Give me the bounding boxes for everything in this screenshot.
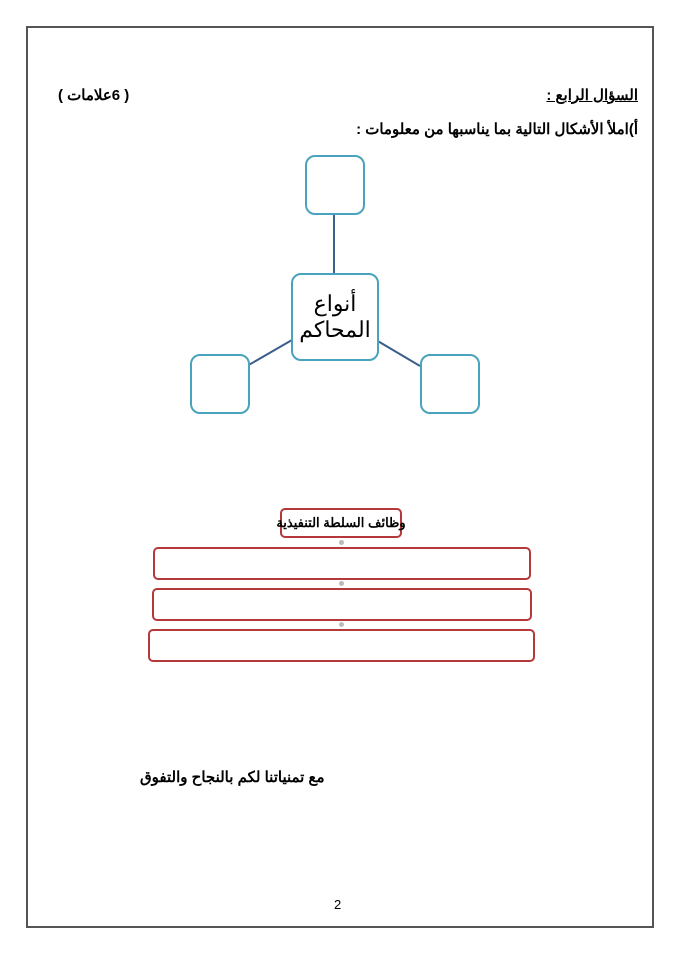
court-type-box-left[interactable] bbox=[190, 354, 250, 414]
function-box-3[interactable] bbox=[148, 629, 535, 662]
function-box-2[interactable] bbox=[152, 588, 532, 621]
closing-text: مع تمنياتنا لكم بالنجاح والتفوق bbox=[140, 769, 325, 786]
connector-dot bbox=[339, 540, 344, 545]
functions-title: وظائف السلطة التنفيذية bbox=[280, 508, 402, 538]
question-title: السؤال الرابع : bbox=[546, 87, 638, 104]
marks-label: ( 6علامات ) bbox=[58, 87, 130, 104]
center-node: أنواع المحاكم bbox=[291, 273, 379, 361]
court-type-box-right[interactable] bbox=[420, 354, 480, 414]
connector-dot bbox=[339, 622, 344, 627]
connector-dot bbox=[339, 581, 344, 586]
instruction-text: أ)املأ الأشكال التالية بما يناسبها من معلومات : bbox=[356, 121, 638, 138]
function-box-1[interactable] bbox=[153, 547, 531, 580]
court-type-box-top[interactable] bbox=[305, 155, 365, 215]
page-number: 2 bbox=[334, 897, 342, 912]
